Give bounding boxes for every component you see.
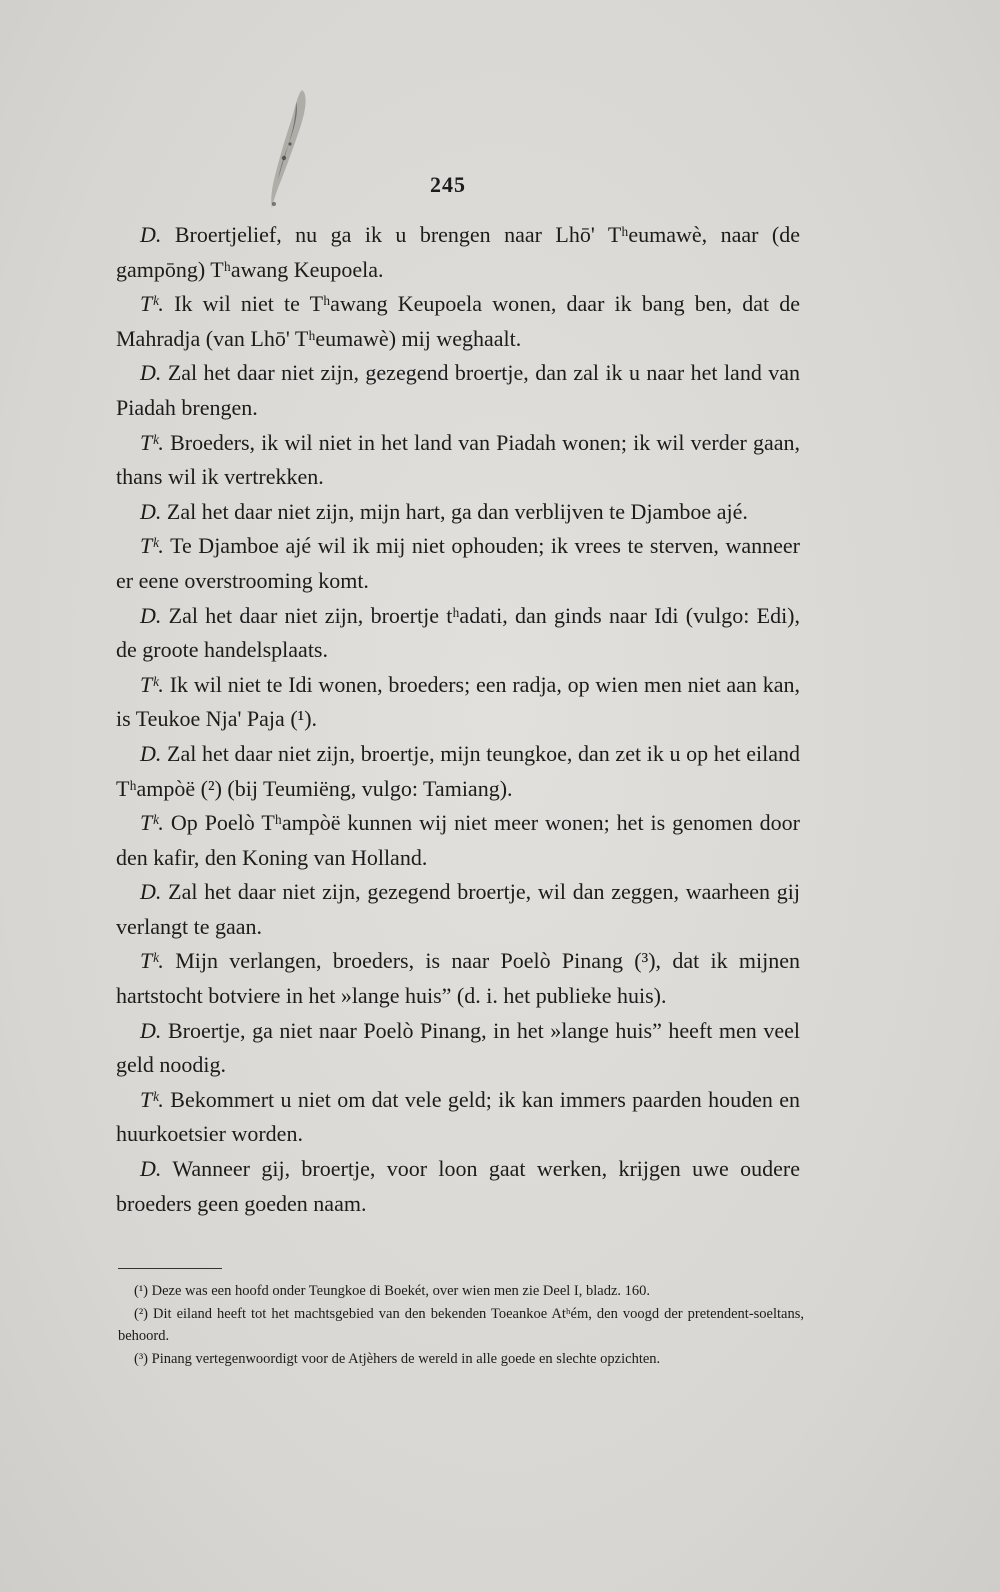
footnote xyxy=(118,1280,804,1303)
dialogue-entry xyxy=(116,1083,800,1152)
dialogue-entry xyxy=(116,287,800,356)
entry-text: Zal het daar niet zijn, gezegend broertje, dan zal ik u naar het land van Piadah brengen. xyxy=(116,360,801,420)
speaker-label: D. xyxy=(140,222,162,247)
footnote-mark: (³) xyxy=(134,1350,149,1367)
entry-text: Ik wil niet te Idi wonen, broeders; een radja, op wien men niet aan kan, is Teukoe Nja' Paja (¹). xyxy=(116,671,800,732)
footnotes xyxy=(118,1280,804,1370)
entry-text: Ik wil niet te Tʰawang Keupoela wonen, daar ik bang ben, dat de Mahradja (van Lhō' Tʰeumawè) mij weghaalt. xyxy=(116,291,801,351)
footnote-mark: (¹) xyxy=(134,1283,149,1299)
footnote-text: Dit eiland heeft tot het machtsgebied van den bekenden Toeankoe Atʰém, den voogd der pretendent-soeltans, behoord. xyxy=(118,1305,804,1344)
entry-text: Broertje, ga niet naar Poelò Pinang, in het »lange huis” heeft men veel geld noodig. xyxy=(116,1017,800,1078)
page-number: 245 xyxy=(430,172,466,197)
dialogue-entry xyxy=(116,737,800,806)
entry-text: Op Poelò Tʰampòë kunnen wij niet meer wonen; het is genomen door den kafir, den Koning van Holland. xyxy=(116,810,800,870)
ink-stain-icon xyxy=(262,88,310,213)
dialogue-entry xyxy=(116,218,800,287)
entry-text: Zal het daar niet zijn, gezegend broertje, wil dan zeggen, waarheen gij verlangt te gaan. xyxy=(116,879,800,939)
footnote xyxy=(118,1303,804,1348)
entry-text: Zal het daar niet zijn, broertje tʰadati, dan ginds naar Idi (vulgo: Edi), de groote handelsplaats. xyxy=(116,602,801,663)
footnote-text: Deze was een hoofd onder Teungkoe di Boekét, over wien men zie Deel I, bladz. 160. xyxy=(151,1283,651,1299)
entry-text: Te Djamboe ajé wil ik mij niet ophouden; ik vrees te sterven, wanneer er eene overstrooming komt. xyxy=(116,533,800,593)
speaker-label: Tᵏ. xyxy=(140,291,164,317)
speaker-label: Tᵏ. xyxy=(140,948,164,974)
entry-text: Zal het daar niet zijn, broertje, mijn teungkoe, dan zet ik u op het eiland Tʰampòë (²) (bij Teumiëng, vulgo: Tamiang). xyxy=(116,740,801,801)
speaker-label: D. xyxy=(140,1156,162,1182)
speaker-label: D. xyxy=(140,879,162,905)
speaker-label: Tᵏ. xyxy=(140,810,164,836)
dialogue-text xyxy=(116,218,800,1221)
dialogue-entry xyxy=(116,806,800,875)
dialogue-entry xyxy=(116,1152,800,1221)
speaker-label: D. xyxy=(140,1017,162,1043)
dialogue-entry xyxy=(116,1014,800,1083)
entry-text: Broeders, ik wil niet in het land van Piadah wonen; ik wil verder gaan, thans wil ik vertrekken. xyxy=(116,429,801,490)
dialogue-entry xyxy=(116,599,800,668)
dialogue-entry xyxy=(116,426,800,495)
speaker-label: Tᵏ. xyxy=(140,429,164,455)
dialogue-entry xyxy=(116,944,800,1013)
entry-text: Mijn verlangen, broeders, is naar Poelò Pinang (³), dat ik mijnen hartstocht botviere in het »lange huis” (d. i. het publieke huis). xyxy=(116,948,801,1009)
speaker-label: D. xyxy=(140,740,162,766)
footnote-divider xyxy=(118,1268,222,1269)
entry-text: Broertjelief, nu ga ik u brengen naar Lhō' Tʰeumawè, naar (de gampōng) Tʰawang Keupoela. xyxy=(116,222,800,282)
speaker-label: Tᵏ. xyxy=(140,533,164,559)
speaker-label: D. xyxy=(140,360,162,386)
speaker-label: Tᵏ. xyxy=(140,1086,164,1112)
footnote-text: Pinang vertegenwoordigt voor de Atjèhers de wereld in alle goede en slechte opzichten. xyxy=(151,1350,661,1367)
entry-text: Zal het daar niet zijn, mijn hart, ga dan verblijven te Djamboe ajé. xyxy=(166,498,748,524)
entry-text: Bekommert u niet om dat vele geld; ik kan immers paarden houden en huurkoetsier worden. xyxy=(116,1086,800,1147)
footnote-mark: (²) xyxy=(134,1305,149,1322)
dialogue-entry xyxy=(116,529,800,598)
speaker-label: Tᵏ. xyxy=(140,671,164,697)
dialogue-entry xyxy=(116,668,800,737)
entry-text: Wanneer gij, broertje, voor loon gaat werken, krijgen uwe oudere broeders geen goeden naam. xyxy=(116,1156,800,1216)
dialogue-entry xyxy=(116,356,800,425)
speaker-label: D. xyxy=(140,498,162,524)
dialogue-entry xyxy=(116,495,800,530)
speaker-label: D. xyxy=(140,602,162,628)
footnote xyxy=(118,1348,804,1371)
dialogue-entry xyxy=(116,875,800,944)
